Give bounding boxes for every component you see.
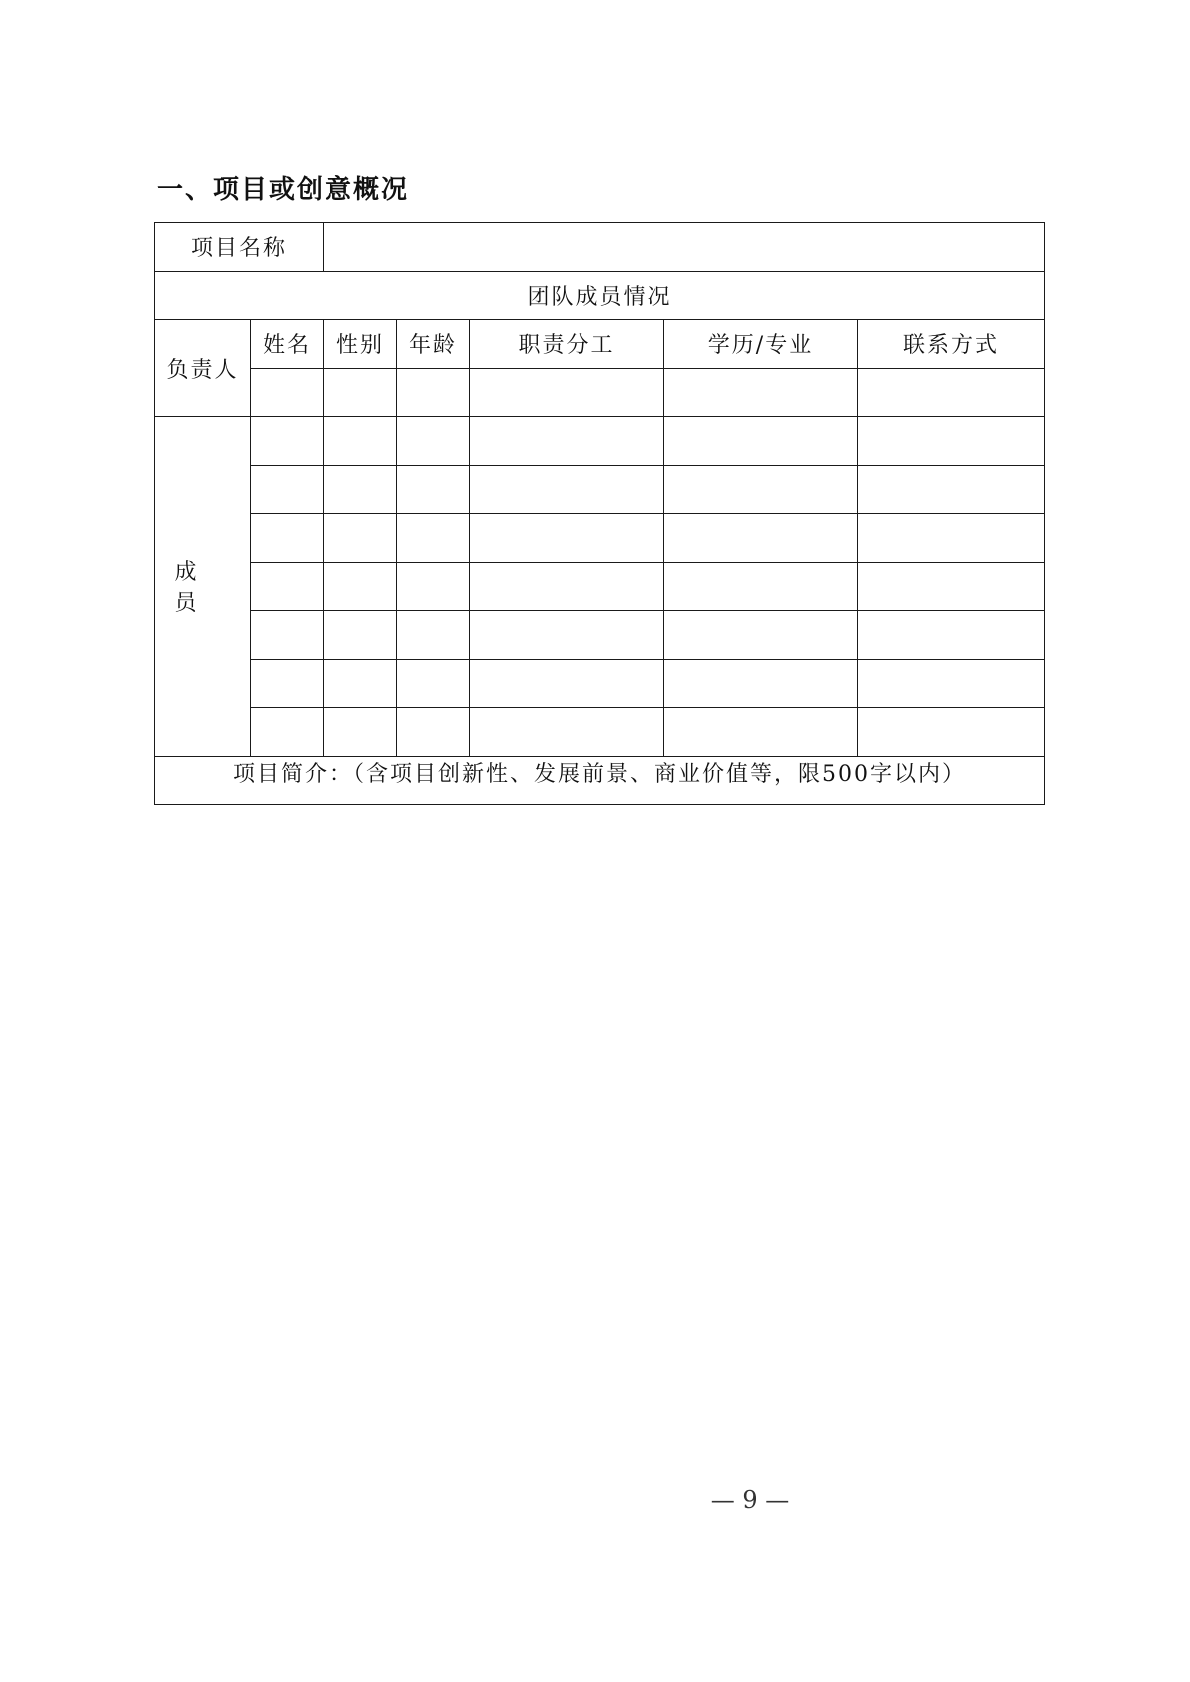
leader-age-cell[interactable]: [397, 368, 470, 417]
project-overview-table: [154, 222, 1045, 805]
member-duty-cell[interactable]: [470, 417, 664, 466]
col-header-contact: 联系方式: [858, 320, 1045, 369]
leader-row: [155, 368, 1045, 417]
member-age-cell[interactable]: [397, 611, 470, 660]
member-contact-cell[interactable]: [858, 659, 1045, 708]
member-duty-cell[interactable]: [470, 659, 664, 708]
member-education-cell[interactable]: [664, 417, 858, 466]
project-name-row: [155, 223, 1045, 272]
leader-name-cell[interactable]: [251, 368, 324, 417]
member-contact-cell[interactable]: [858, 514, 1045, 563]
member-contact-cell[interactable]: [858, 562, 1045, 611]
member-gender-cell[interactable]: [324, 514, 397, 563]
member-education-cell[interactable]: [664, 611, 858, 660]
member-name-cell[interactable]: [251, 562, 324, 611]
col-header-education: 学历/专业: [664, 320, 858, 369]
member-duty-cell[interactable]: [470, 562, 664, 611]
column-header-row: [155, 320, 1045, 369]
member-name-cell[interactable]: [251, 465, 324, 514]
member-name-cell[interactable]: [251, 417, 324, 466]
col-header-gender: 性别: [324, 320, 397, 369]
member-contact-cell[interactable]: [858, 465, 1045, 514]
project-intro-row: [155, 756, 1045, 805]
team-header-row: [155, 271, 1045, 320]
member-row: [155, 417, 1045, 466]
member-duty-cell[interactable]: [470, 611, 664, 660]
member-name-cell[interactable]: [251, 514, 324, 563]
member-age-cell[interactable]: [397, 465, 470, 514]
member-age-cell[interactable]: [397, 659, 470, 708]
member-name-cell[interactable]: [251, 659, 324, 708]
member-education-cell[interactable]: [664, 708, 858, 757]
member-education-cell[interactable]: [664, 514, 858, 563]
leader-contact-cell[interactable]: [858, 368, 1045, 417]
project-intro-field[interactable]: [155, 756, 1045, 805]
member-name-cell[interactable]: [251, 708, 324, 757]
member-gender-cell[interactable]: [324, 611, 397, 660]
project-name-field[interactable]: [324, 223, 1045, 272]
project-name-label: 项目名称: [155, 223, 324, 272]
member-age-cell[interactable]: [397, 514, 470, 563]
page-number: — 9 —: [710, 1486, 790, 1514]
member-gender-cell[interactable]: [324, 417, 397, 466]
member-gender-cell[interactable]: [324, 659, 397, 708]
members-label: 成 员: [155, 417, 251, 757]
leader-education-cell[interactable]: [664, 368, 858, 417]
leader-duty-cell[interactable]: [470, 368, 664, 417]
member-education-cell[interactable]: [664, 465, 858, 514]
col-header-age: 年龄: [397, 320, 470, 369]
member-duty-cell[interactable]: [470, 465, 664, 514]
member-contact-cell[interactable]: [858, 417, 1045, 466]
col-header-name: 姓名: [251, 320, 324, 369]
leader-gender-cell[interactable]: [324, 368, 397, 417]
member-contact-cell[interactable]: [858, 611, 1045, 660]
member-age-cell[interactable]: [397, 562, 470, 611]
member-education-cell[interactable]: [664, 659, 858, 708]
member-age-cell[interactable]: [397, 417, 470, 466]
project-intro-label: 项目简介：（含项目创新性、发展前景、商业价值等，限500字以内）: [233, 761, 967, 787]
member-row: [155, 562, 1045, 611]
member-gender-cell[interactable]: [324, 562, 397, 611]
member-row: [155, 611, 1045, 660]
member-gender-cell[interactable]: [324, 708, 397, 757]
member-contact-cell[interactable]: [858, 708, 1045, 757]
member-age-cell[interactable]: [397, 708, 470, 757]
member-row: [155, 659, 1045, 708]
section-title: 一、项目或创意概况: [157, 175, 410, 205]
member-row: [155, 514, 1045, 563]
col-header-duty: 职责分工: [470, 320, 664, 369]
member-gender-cell[interactable]: [324, 465, 397, 514]
member-duty-cell[interactable]: [470, 514, 664, 563]
member-row: [155, 708, 1045, 757]
leader-label: 负责人: [155, 320, 251, 417]
member-education-cell[interactable]: [664, 562, 858, 611]
member-row: [155, 465, 1045, 514]
member-name-cell[interactable]: [251, 611, 324, 660]
team-header: 团队成员情况: [155, 271, 1045, 320]
member-duty-cell[interactable]: [470, 708, 664, 757]
